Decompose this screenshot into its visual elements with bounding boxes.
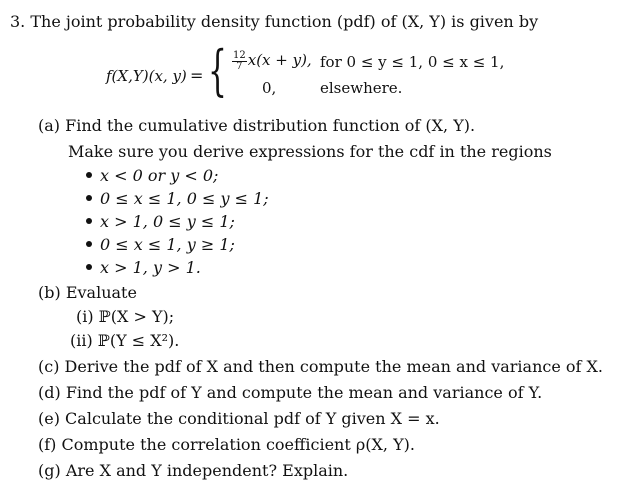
pdf-condition-2: elsewhere.: [320, 79, 403, 97]
region-item: 0 ≤ x ≤ 1, y ≥ 1;: [86, 235, 235, 255]
part-b-text: Evaluate: [65, 283, 137, 302]
region-item: x > 1, y > 1.: [86, 258, 201, 278]
part-d: (d) Find the pdf of Y and compute the mean and variance of Y.: [38, 383, 543, 402]
pdf-lhs: f(X,Y)(x, y): [106, 67, 187, 85]
pdf-case-1: [232, 50, 312, 72]
left-brace: {: [208, 39, 227, 102]
problem-number: 3.: [10, 12, 26, 31]
part-b-item: (ii) ℙ(Y ≤ X²).: [70, 331, 180, 350]
pdf-condition-1: for 0 ≤ y ≤ 1, 0 ≤ x ≤ 1,: [320, 53, 505, 71]
part-a: [38, 116, 475, 136]
part-a-text: Find the cumulative distribution function of (X, Y).: [65, 116, 476, 135]
pdf-equals: =: [190, 66, 204, 85]
problem-intro: The joint probability density function (pdf) of (X, Y) is given by: [30, 12, 539, 31]
part-a-sub: Make sure you derive expressions for the cdf in the regions: [68, 142, 552, 161]
part-b: [38, 283, 137, 303]
bullet-icon: [86, 195, 92, 201]
part-b-item: (i) ℙ(X > Y);: [76, 307, 175, 326]
part-g: (g) Are X and Y independent? Explain.: [38, 461, 349, 480]
part-e: (e) Calculate the conditional pdf of Y given X = x.: [38, 409, 440, 428]
pdf-expression: x(x + y),: [247, 51, 312, 69]
bullet-icon: [86, 218, 92, 224]
problem-header: [10, 12, 538, 32]
bullet-icon: [86, 241, 92, 247]
bullet-icon: [86, 172, 92, 178]
pdf-case-2: 0,: [262, 79, 277, 97]
region-item: x > 1, 0 ≤ y ≤ 1;: [86, 212, 235, 232]
region-item: x < 0 or y < 0;: [86, 166, 218, 186]
part-b-label: (b): [38, 283, 61, 302]
bullet-icon: [86, 264, 92, 270]
part-f: (f) Compute the correlation coefficient ρ(X, Y).: [38, 435, 415, 454]
part-c: (c) Derive the pdf of X and then compute the mean and variance of X.: [38, 357, 604, 376]
part-a-label: (a): [38, 116, 61, 135]
region-item: 0 ≤ x ≤ 1, 0 ≤ y ≤ 1;: [86, 189, 269, 209]
pdf-fraction: $\frac{12}{7}$: [233, 49, 246, 72]
